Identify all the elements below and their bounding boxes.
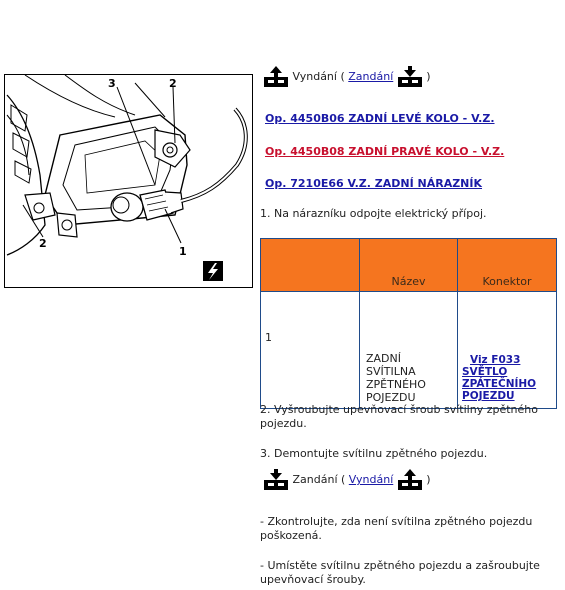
paren-open: ( bbox=[340, 70, 345, 83]
header-num bbox=[261, 239, 360, 292]
connector-install-icon-2 bbox=[263, 469, 289, 491]
header-name: Název bbox=[360, 239, 458, 292]
removal-link[interactable]: Vyndání bbox=[348, 473, 394, 486]
paren-close: ) bbox=[426, 70, 431, 83]
paren-close-2: ) bbox=[426, 473, 431, 486]
op-link-right-wheel[interactable]: Op. 4450B08 ZADNÍ PRAVÉ KOLO - V.Z. bbox=[265, 145, 505, 158]
op-link-left-wheel[interactable]: Op. 4450B06 ZADNÍ LEVÉ KOLO - V.Z. bbox=[265, 112, 495, 125]
table-row bbox=[261, 292, 557, 409]
table-header-row bbox=[261, 239, 557, 292]
install-link[interactable]: Zandání bbox=[348, 70, 394, 83]
step-2: 2. Vyšroubujte upevňovací šroub svítilny zpětného pojezdu. bbox=[260, 403, 538, 430]
lamp-drawing bbox=[5, 75, 252, 287]
install-label: Zandání bbox=[292, 473, 338, 486]
connector-remove-icon bbox=[263, 66, 289, 88]
row-num: 1 bbox=[261, 292, 360, 409]
connector-link-line-4[interactable]: POJEZDU bbox=[462, 390, 515, 402]
op-link-rear-bumper[interactable]: Op. 7210E66 V.Z. ZADNÍ NÁRAZNÍK bbox=[265, 177, 483, 190]
note-2: - Umístěte svítilnu zpětného pojezdu a zašroubujte upevňovací šrouby. bbox=[260, 559, 540, 586]
connector-remove-icon-2 bbox=[397, 469, 423, 491]
removal-label: Vyndání bbox=[292, 70, 337, 83]
install-line bbox=[263, 469, 431, 491]
row-connector bbox=[458, 292, 557, 409]
callout-2-bottom: 2 bbox=[39, 237, 47, 250]
connector-ref-link[interactable]: Viz F033 bbox=[470, 354, 521, 366]
connector-link-line-3[interactable]: ZPÁTEČNÍHO bbox=[462, 378, 537, 390]
connector-install-icon bbox=[397, 66, 423, 88]
step-3: 3. Demontujte svítilnu zpětného pojezdu. bbox=[260, 447, 488, 460]
connector-link-line-2[interactable]: SVĚTLO bbox=[462, 366, 508, 378]
removal-line bbox=[263, 66, 431, 88]
paren-open-2: ( bbox=[341, 473, 346, 486]
note-1: - Zkontrolujte, zda není svítilna zpětného pojezdu poškozená. bbox=[260, 515, 533, 542]
callout-2-top: 2 bbox=[169, 77, 177, 90]
parts-table bbox=[260, 238, 557, 409]
callout-3: 3 bbox=[108, 77, 116, 90]
header-connector: Konektor bbox=[458, 239, 557, 292]
step-1: 1. Na nárazníku odpojte elektrický přípoj. bbox=[260, 207, 487, 220]
lamp-diagram bbox=[4, 74, 253, 288]
lightning-icon bbox=[203, 261, 223, 281]
callout-1: 1 bbox=[179, 245, 187, 258]
row-name: ZADNÍ SVÍTILNA ZPĚTNÉHO POJEZDU bbox=[360, 292, 458, 409]
